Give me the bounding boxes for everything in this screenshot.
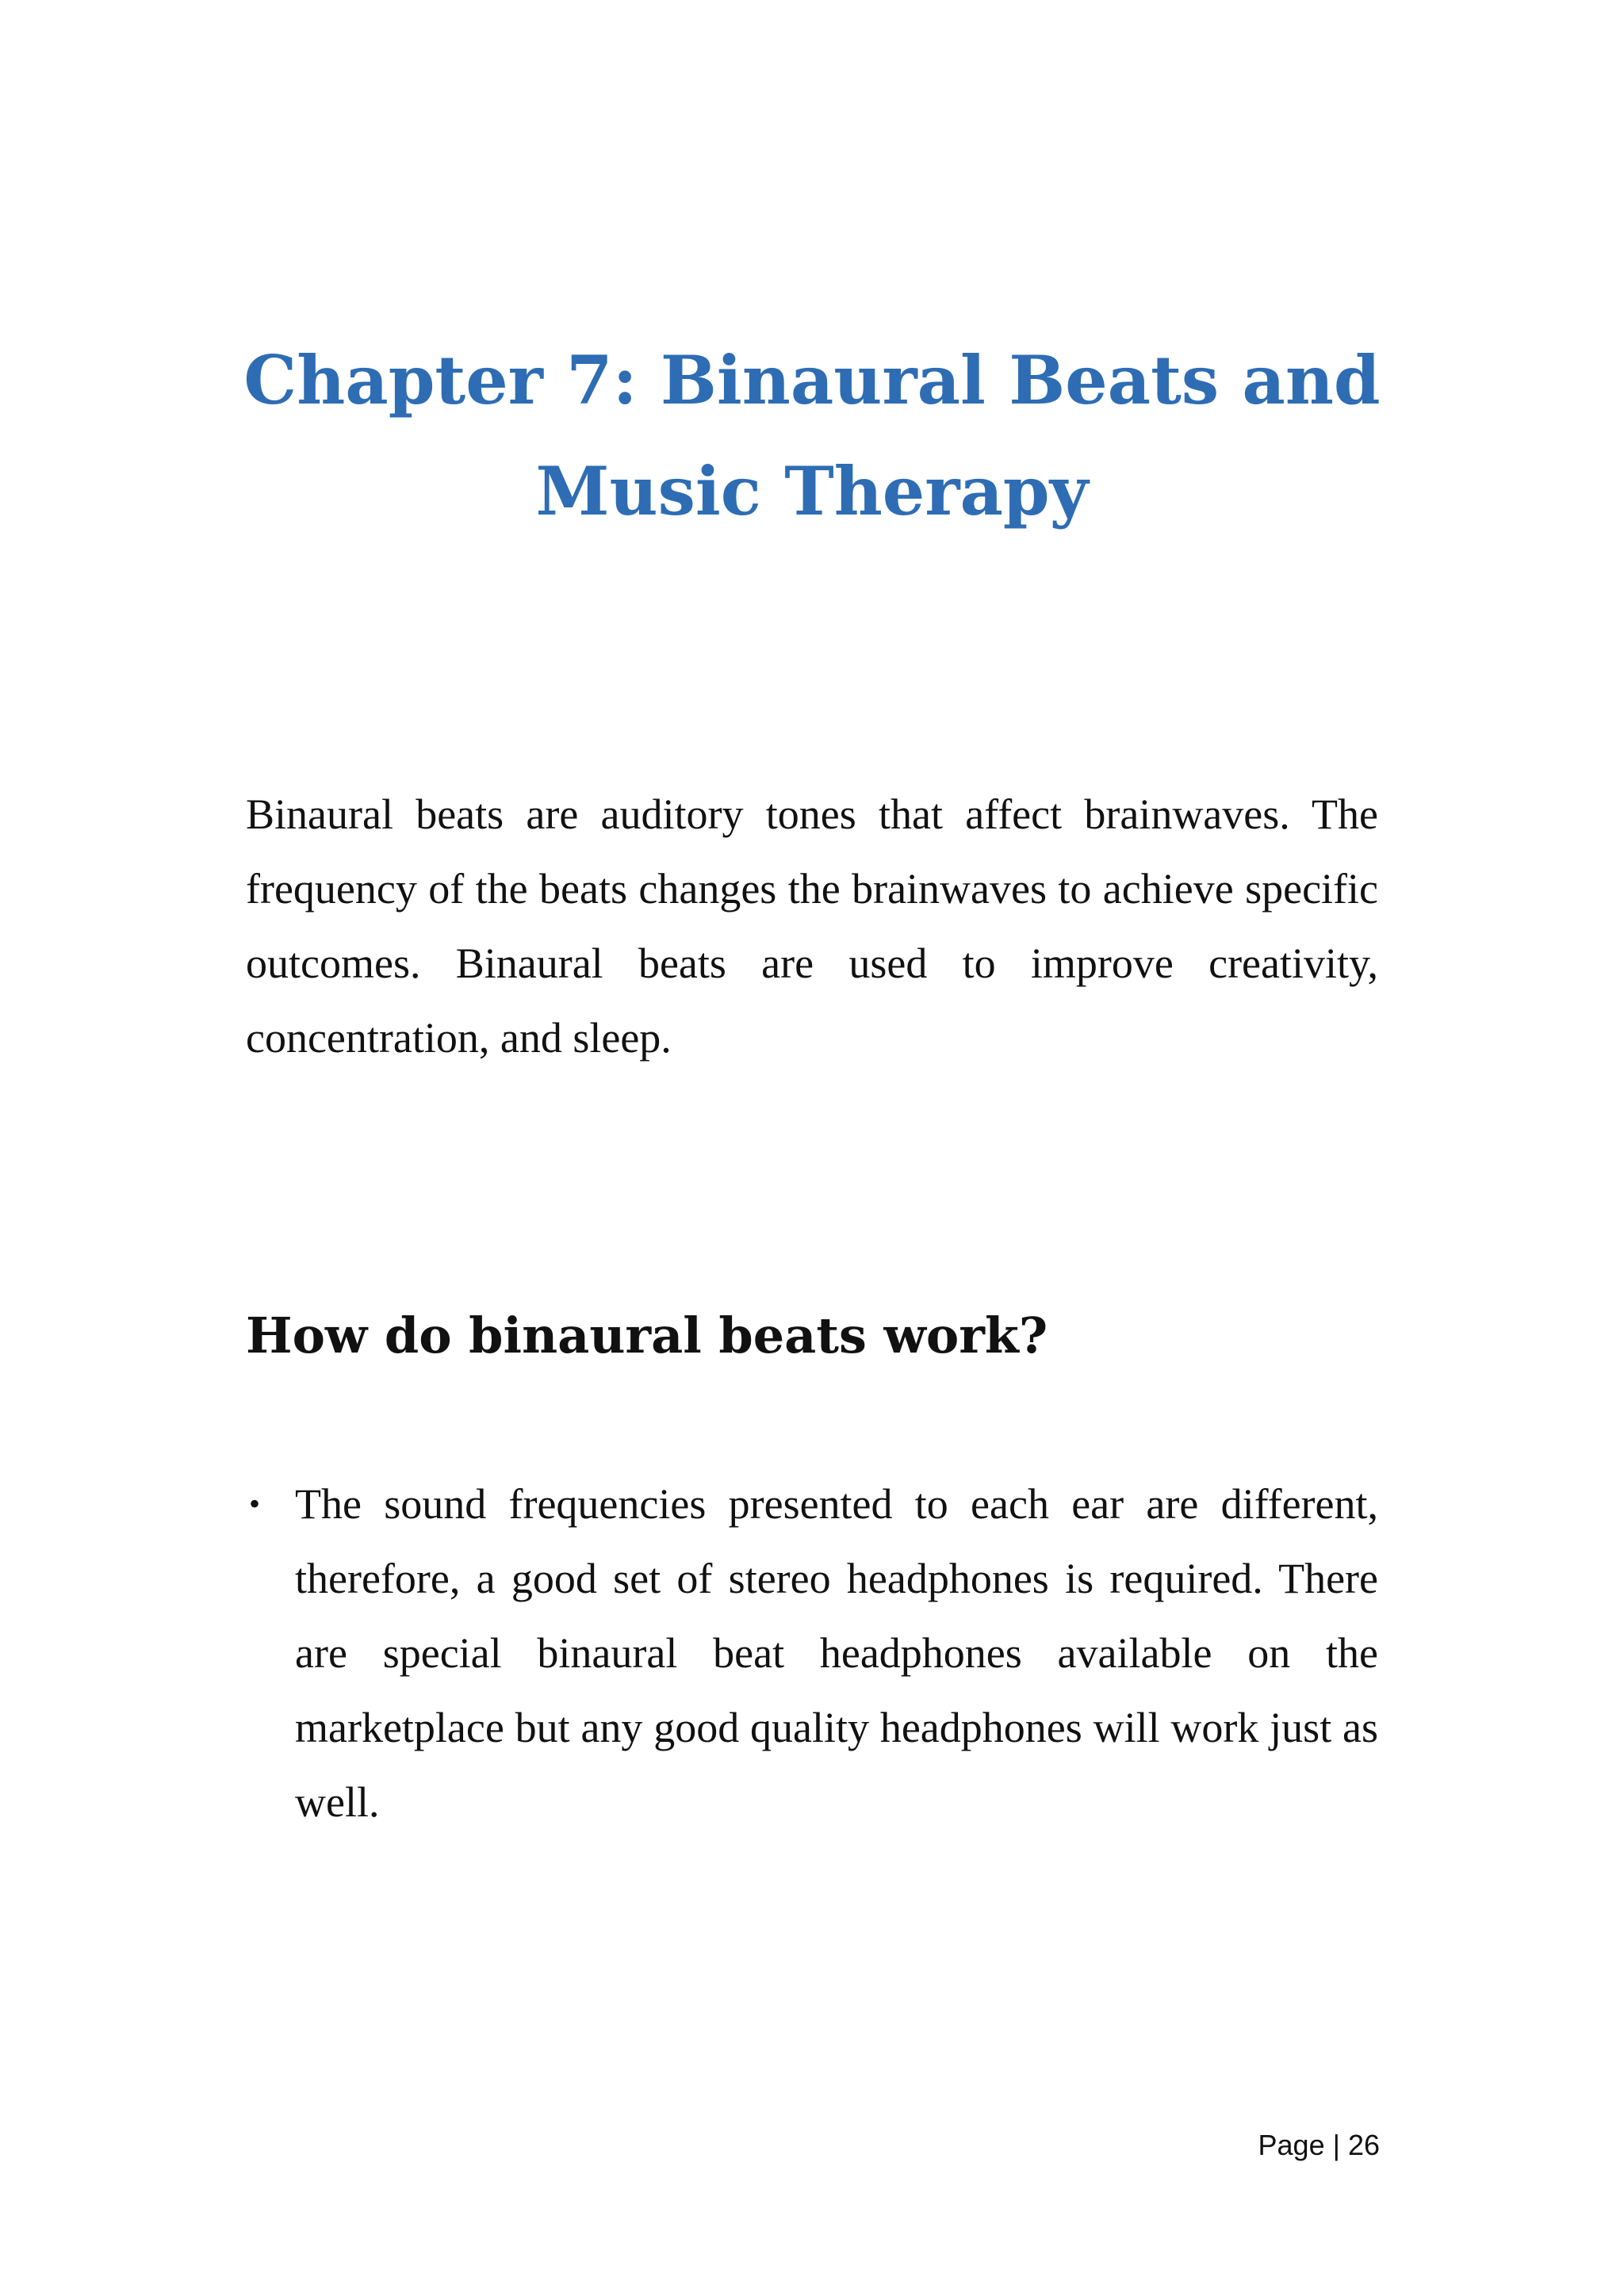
- bullet-text: The sound frequencies presented to each ear are different, therefore, a good set of stereo headphones is required. There are special binaural beat headphones available on the marketplace but any good quality headphones will work just as well.: [295, 1480, 1378, 1826]
- section-heading: How do binaural beats work?: [246, 1307, 1048, 1364]
- chapter-title: [0, 325, 1624, 547]
- page-number: Page | 26: [1258, 2129, 1380, 2161]
- chapter-title-line-2: Music Therapy: [535, 452, 1089, 530]
- bullet-list: [246, 1467, 1378, 1839]
- chapter-title-line-1: Chapter 7: Binaural Beats and: [243, 341, 1381, 419]
- list-item: [246, 1467, 1378, 1839]
- bullet-icon: •: [249, 1486, 261, 1521]
- intro-paragraph: Binaural beats are auditory tones that affect brainwaves. The frequency of the beats changes the brainwaves to achieve specific outcomes. Binaural beats are used to improve creativity, concentration, and sleep.: [246, 790, 1378, 1062]
